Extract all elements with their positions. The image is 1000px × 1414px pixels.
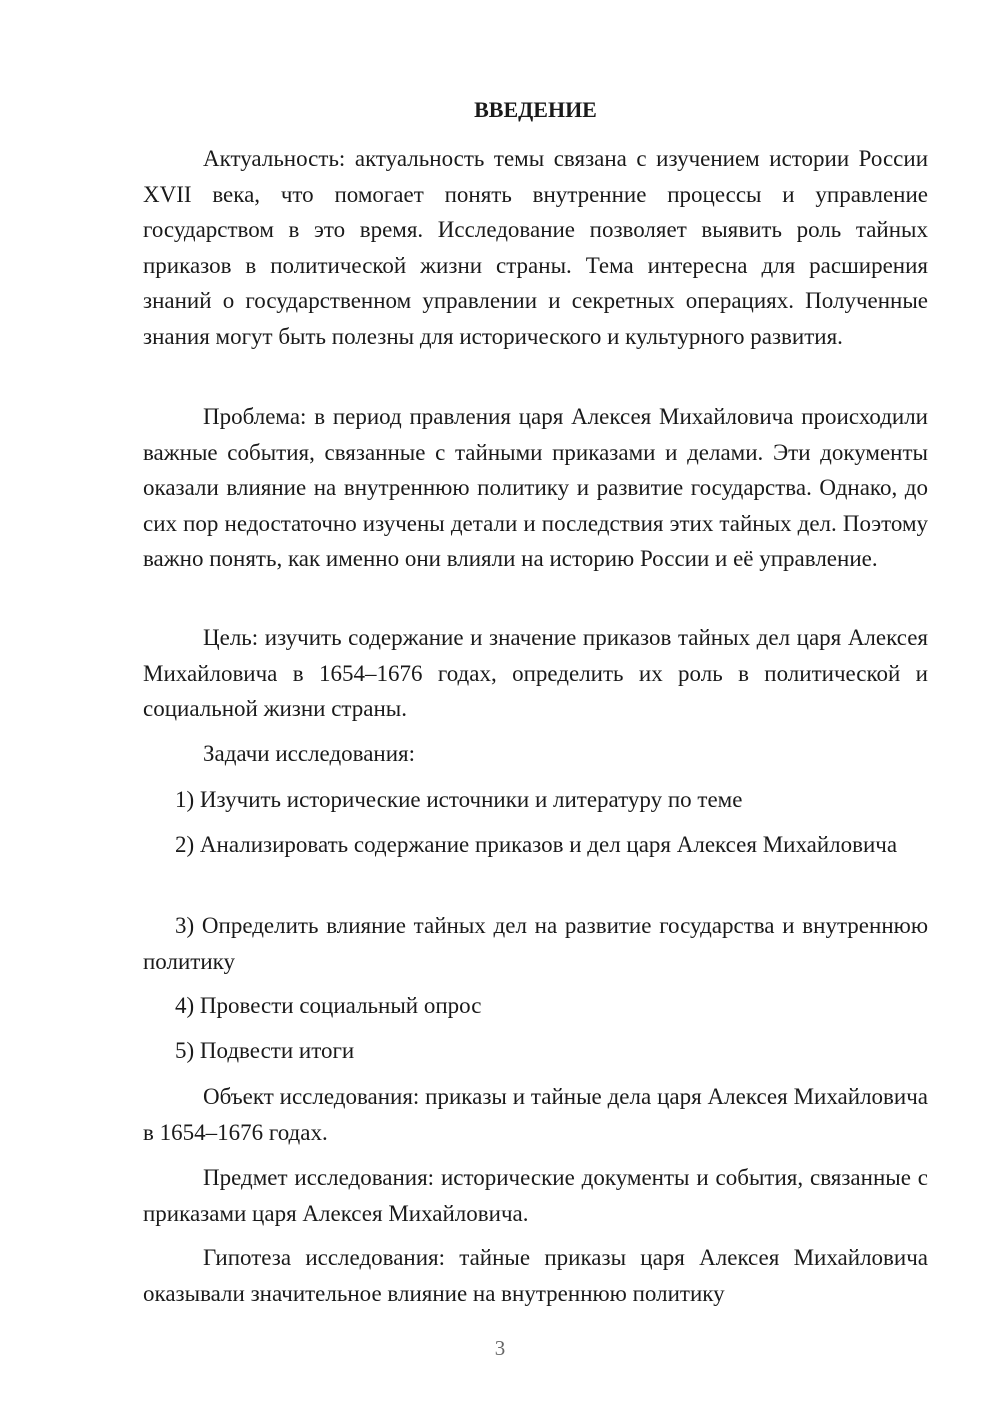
task-item-4: 4) Провести социальный опрос [175, 993, 482, 1018]
hypothesis-paragraph: Гипотеза исследования: тайные приказы царя Алексея Михайловича оказывали значительное влияние на внутреннюю политику [143, 1245, 928, 1306]
tasks-heading: Задачи исследования: [203, 741, 416, 766]
task-item-2: 2) Анализировать содержание приказов и дел царя Алексея Михайловича [175, 832, 898, 857]
goal-paragraph: Цель: изучить содержание и значение приказов тайных дел царя Алексея Михайловича в 1654–1676 годах, определить их роль в политической и социальной жизни страны. [143, 625, 928, 721]
page-number: 3 [494, 1336, 506, 1360]
section-title: ВВЕДЕНИЕ [474, 97, 597, 122]
relevance-paragraph: Актуальность: актуальность темы связана с изучением истории России XVII века, что помогает понять внутренние процессы и управление государством в это время. Исследование позволяет выявить роль тайных приказов в политической жизни страны. Тема интересна для расширения знаний о государственном управлении и секретных операциях. Полученные знания могут быть полезны для исторического и культурного развития. [143, 146, 928, 349]
problem-paragraph: Проблема: в период правления царя Алексея Михайловича происходили важные события, связанные с тайными приказами и делами. Эти документы оказали влияние на внутреннюю политику и развитие государства. Однако, до сих пор недостаточно изучены детали и последствия этих тайных дел. Поэтому важно понять, как именно они влияли на историю России и её управление. [143, 404, 928, 571]
task-item-1: 1) Изучить исторические источники и литературу по теме [175, 787, 743, 812]
subject-paragraph: Предмет исследования: исторические документы и события, связанные с приказами царя Алексея Михайловича. [143, 1165, 928, 1226]
object-paragraph: Объект исследования: приказы и тайные дела царя Алексея Михайловича в 1654–1676 годах. [143, 1084, 928, 1145]
task-item-5: 5) Подвести итоги [175, 1038, 355, 1063]
task-item-3: 3) Определить влияние тайных дел на развитие государства и внутреннюю политику [143, 913, 928, 974]
